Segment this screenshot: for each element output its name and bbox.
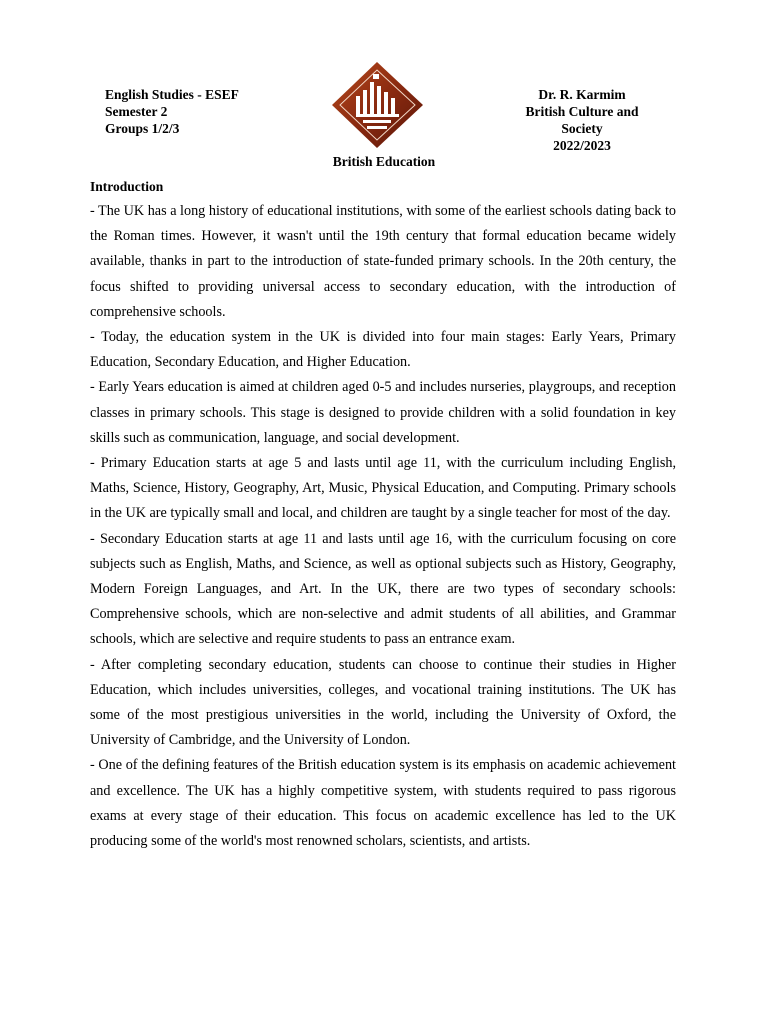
section-heading-introduction: Introduction (90, 179, 164, 194)
university-emblem-icon (330, 60, 425, 150)
paragraph: - One of the defining features of the British education system is its emphasis on academic achievement and excellence. The UK has a highly competitive system, with students required to pass rigorous exams at every stage of their education. This focus on academic excellence has led to the UK producing some of the world's most renowned scholars, scientists, and artists. (90, 757, 676, 850)
document-body (90, 178, 676, 854)
header-right-block (505, 86, 659, 154)
paragraph: - The UK has a long history of educational institutions, with some of the earliest schools dating back to the Roman times. However, it wasn't until the 19th century that formal education became widely available, thanks in part to the introduction of state-funded primary schools. In the 20th century, the focus shifted to providing universal access to secondary education, with the introduction of comprehensive schools. (90, 203, 676, 320)
paragraph: - Primary Education starts at age 5 and lasts until age 11, with the curriculum including English, Maths, Science, History, Geography, Art, Music, Physical Education, and Computing. Primary schools in the UK are typically small and local, and children are taught by a single teacher for most of the day. (90, 455, 676, 522)
paragraph: - Early Years education is aimed at children aged 0-5 and includes nurseries, playgroups, and reception classes in primary schools. This stage is designed to provide children with a solid foundation in key skills such as communication, language, and social development. (90, 379, 676, 446)
course-title-line-2: Society (561, 121, 603, 136)
paragraph: - Secondary Education starts at age 11 and lasts until age 16, with the curriculum focusing on core subjects such as English, Maths, and Science, as well as optional subjects such as History, Geography, Modern Foreign Languages, and Art. In the UK, there are two types of secondary schools: Comprehensive schools, which are non-selective and admit students of all abilities, and Grammar schools, which are selective and require students to pass an entrance exam. (90, 530, 676, 648)
academic-year: 2022/2023 (553, 138, 611, 153)
paragraph: - Today, the education system in the UK is divided into four main stages: Early Years, Primary Education, Secondary Education, and Higher Education. (90, 329, 676, 371)
header-left-block (105, 86, 239, 137)
author-name: Dr. R. Karmim (538, 87, 626, 102)
groups-label: Groups 1/2/3 (105, 121, 180, 136)
paragraph: - After completing secondary education, students can choose to continue their studies in Higher Education, which includes universities, colleges, and vocational training institutions. The UK has some of the most prestigious universities in the world, including the University of Oxford, the University of Cambridge, and the University of London. (90, 656, 676, 749)
semester-label: Semester 2 (105, 104, 168, 119)
course-name: English Studies - ESEF (105, 87, 239, 102)
document-title: British Education (332, 154, 436, 169)
course-title-line-1: British Culture and (525, 104, 639, 119)
